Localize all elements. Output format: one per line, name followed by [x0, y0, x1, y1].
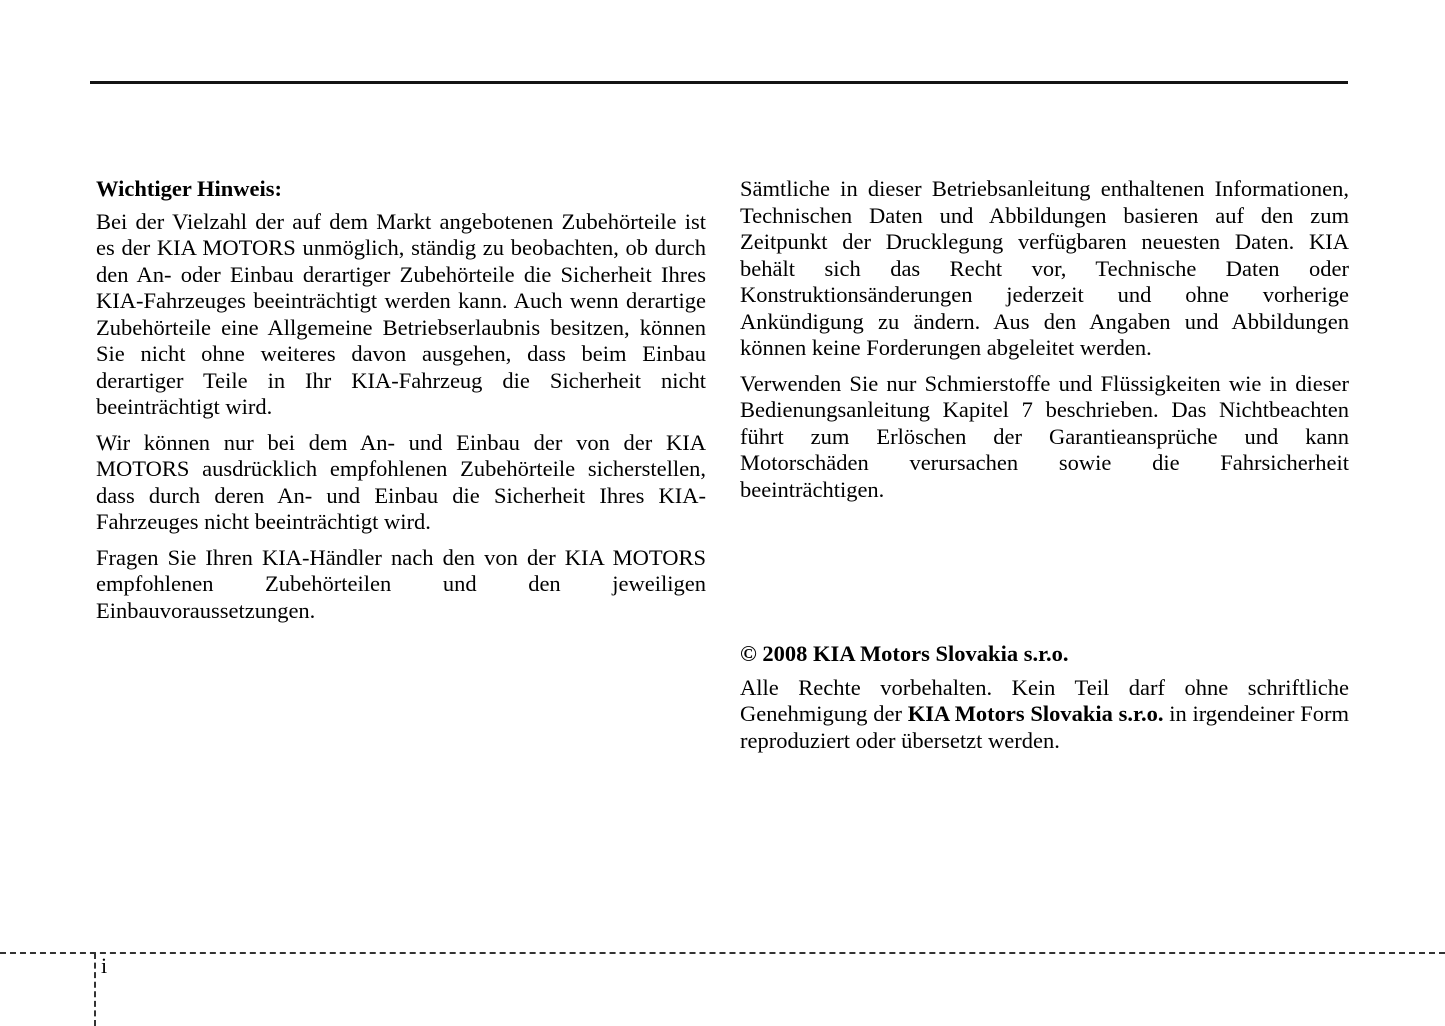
- rights-text-after: in irgendeiner Form reproduziert oder übersetzt werden.: [740, 701, 1349, 753]
- right-paragraph-2: Verwenden Sie nur Schmierstoffe und Flüssigkeiten wie in dieser Bedienungsanleitung Kapitel 7 beschrieben. Das Nichtbeachten führt zum Erlöschen der Garantieansprüche und kann Motorschäden verursachen sowie die Fahrsicherheit beeinträchtigen.: [740, 370, 1349, 502]
- right-paragraph-1: Sämtliche in dieser Betriebsanleitung enthaltenen Informationen, Technischen Daten und Abbildungen basieren auf den zum Zeitpunkt der Drucklegung verfügbaren neuesten Daten. KIA behält sich das Recht vor, Technische Daten oder Konstruktionsänderungen jederzeit und ohne vorherige Ankündigung zu ändern. Aus den Angaben und Abbildungen können keine Forderungen abgeleitet werden.: [740, 176, 1349, 360]
- text-columns: [96, 176, 1349, 763]
- left-column: [96, 176, 706, 763]
- bottom-dashed-crop-line: [0, 952, 1445, 954]
- left-paragraph-1: Bei der Vielzahl der auf dem Markt angebotenen Zubehörteile ist es der KIA MOTORS unmöglich, ständig zu beobachten, ob durch den An- oder Einbau derartiger Zubehörteile die Sicherheit Ihres KIA-Fahrzeuges beeinträchtigt werden kann. Auch wenn derartige Zubehörteile eine Allgemeine Betriebserlaubnis besitzen, können Sie nicht ohne weiteres davon ausgehen, dass beim Einbau derartiger Teile in Ihr KIA-Fahrzeug die Sicherheit nicht beeinträchtigt wird.: [96, 208, 706, 419]
- copyright-heading: © 2008 KIA Motors Slovakia s.r.o.: [740, 641, 1069, 666]
- left-paragraph-3: Fragen Sie Ihren KIA-Händler nach den von der KIA MOTORS empfohlenen Zubehörteilen und den jeweiligen Einbauvoraussetzungen.: [96, 544, 706, 623]
- important-notice-heading: Wichtiger Hinweis:: [96, 176, 283, 201]
- left-paragraph-2: Wir können nur bei dem An- und Einbau der von der KIA MOTORS ausdrücklich empfohlenen Zubehörteile sicherstellen, dass durch deren An- und Einbau die Sicherheit Ihres KIA-Fahrzeuges nicht beeinträchtigt wird.: [96, 429, 706, 534]
- rights-paragraph: [740, 675, 1349, 755]
- right-column: [740, 176, 1349, 763]
- left-margin-dashed-crop-line: [94, 953, 96, 1026]
- rights-text-before: Alle Rechte vorbehalten. Kein Teil darf ohne schriftliche Genehmigung der: [740, 674, 1349, 726]
- top-horizontal-rule: [90, 81, 1348, 84]
- rights-text-bold-company: KIA Motors Slovakia s.r.o.: [907, 701, 1164, 726]
- page-number: i: [101, 953, 108, 978]
